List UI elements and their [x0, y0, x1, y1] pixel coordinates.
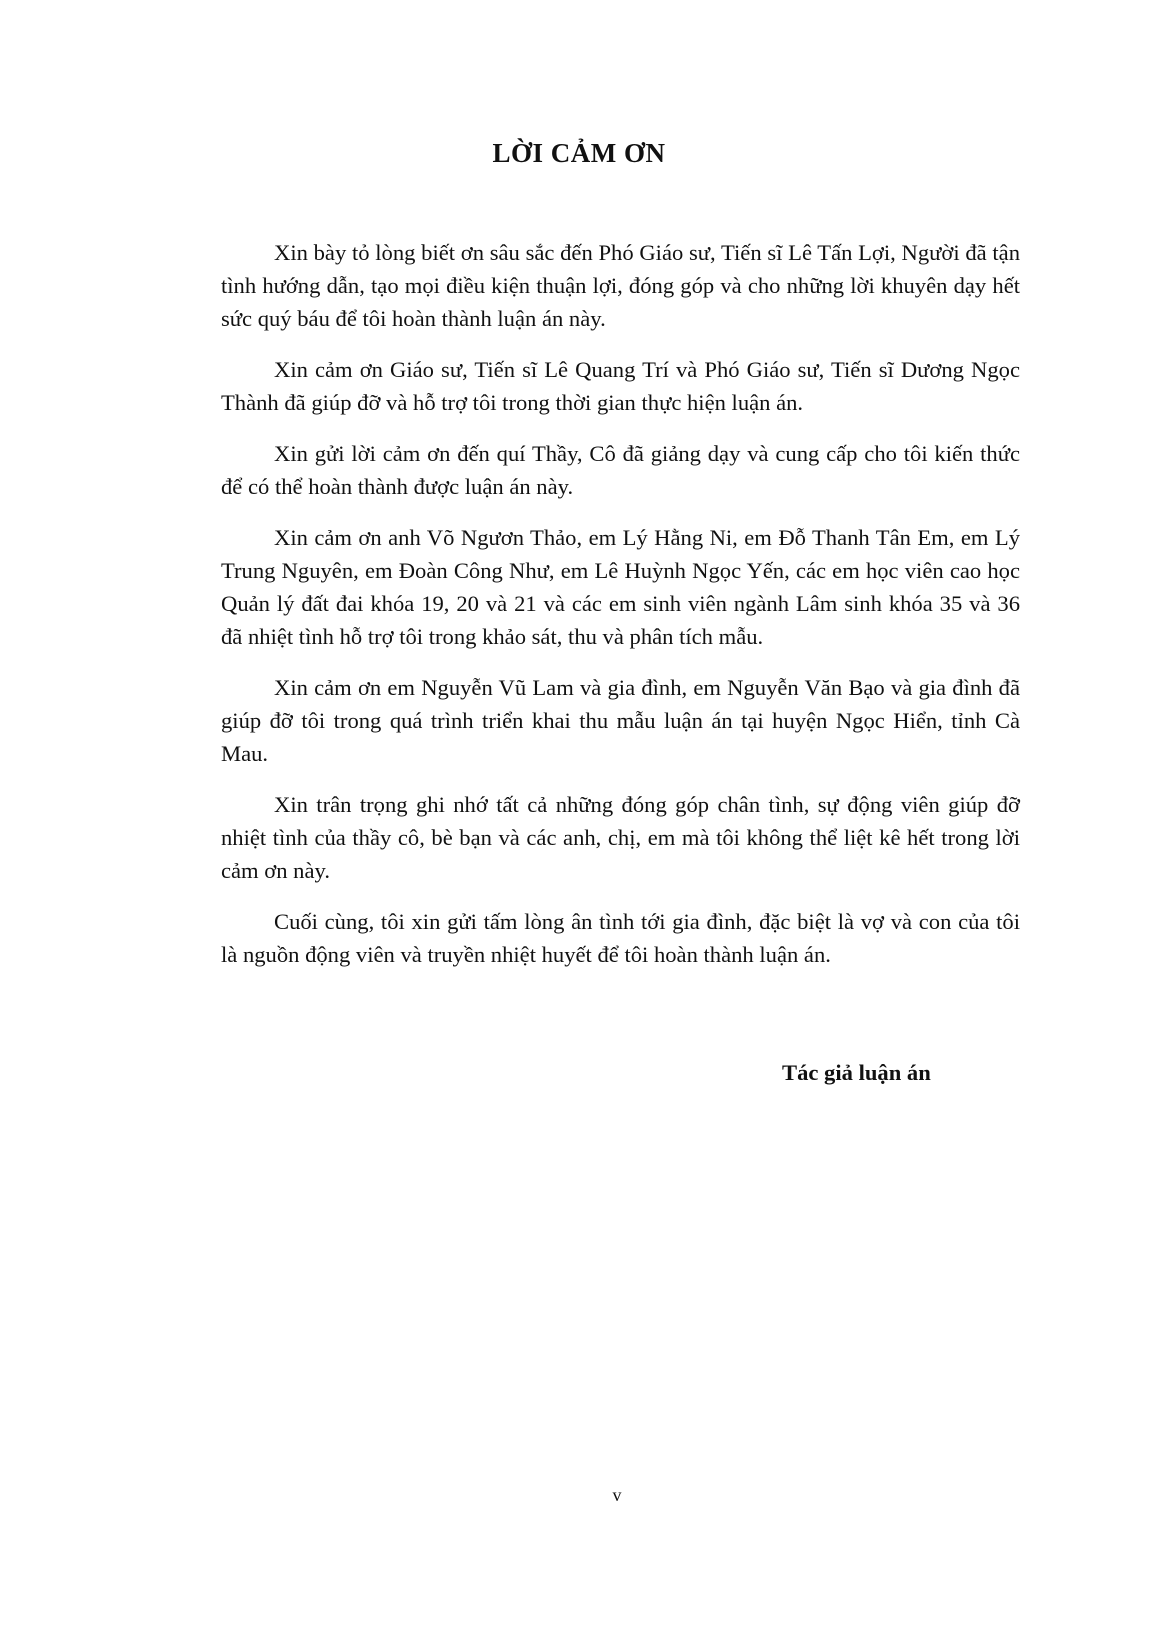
paragraph-5: Xin cảm ơn em Nguyễn Vũ Lam và gia đình, em Nguyễn Văn Bạo và gia đình đã giúp đỡ tôi trong quá trình triển khai thu mẫu luận án tại huyện Ngọc Hiển, tỉnh Cà Mau.	[221, 675, 1020, 766]
acknowledgement-body	[221, 236, 1020, 989]
paragraph-3: Xin gửi lời cảm ơn đến quí Thầy, Cô đã giảng dạy và cung cấp cho tôi kiến thức để có thể hoàn thành được luận án này.	[221, 441, 1020, 499]
page-title: LỜI CẢM ƠN	[492, 138, 666, 168]
paragraph-6: Xin trân trọng ghi nhớ tất cả những đóng góp chân tình, sự động viên giúp đỡ nhiệt tình của thầy cô, bè bạn và các anh, chị, em mà tôi không thể liệt kê hết trong lời cảm ơn này.	[221, 792, 1020, 883]
page-number: v	[612, 1485, 622, 1505]
author-signature: Tác giả luận án	[782, 1060, 931, 1085]
paragraph-1: Xin bày tỏ lòng biết ơn sâu sắc đến Phó Giáo sư, Tiến sĩ Lê Tấn Lợi, Người đã tận tình hướng dẫn, tạo mọi điều kiện thuận lợi, đóng góp và cho những lời khuyên dạy hết sức quý báu để tôi hoàn thành luận án này.	[221, 240, 1020, 331]
paragraph-7: Cuối cùng, tôi xin gửi tấm lòng ân tình tới gia đình, đặc biệt là vợ và con của tôi là nguồn động viên và truyền nhiệt huyết để tôi hoàn thành luận án.	[221, 909, 1020, 967]
paragraph-4: Xin cảm ơn anh Võ Ngươn Thảo, em Lý Hằng Ni, em Đỗ Thanh Tân Em, em Lý Trung Nguyên, em Đoàn Công Như, em Lê Huỳnh Ngọc Yến, các em học viên cao học Quản lý đất đai khóa 19, 20 và 21 và các em sinh viên ngành Lâm sinh khóa 35 và 36 đã nhiệt tình hỗ trợ tôi trong khảo sát, thu và phân tích mẫu.	[221, 525, 1020, 649]
paragraph-2: Xin cảm ơn Giáo sư, Tiến sĩ Lê Quang Trí và Phó Giáo sư, Tiến sĩ Dương Ngọc Thành đã giúp đỡ và hỗ trợ tôi trong thời gian thực hiện luận án.	[221, 357, 1020, 415]
